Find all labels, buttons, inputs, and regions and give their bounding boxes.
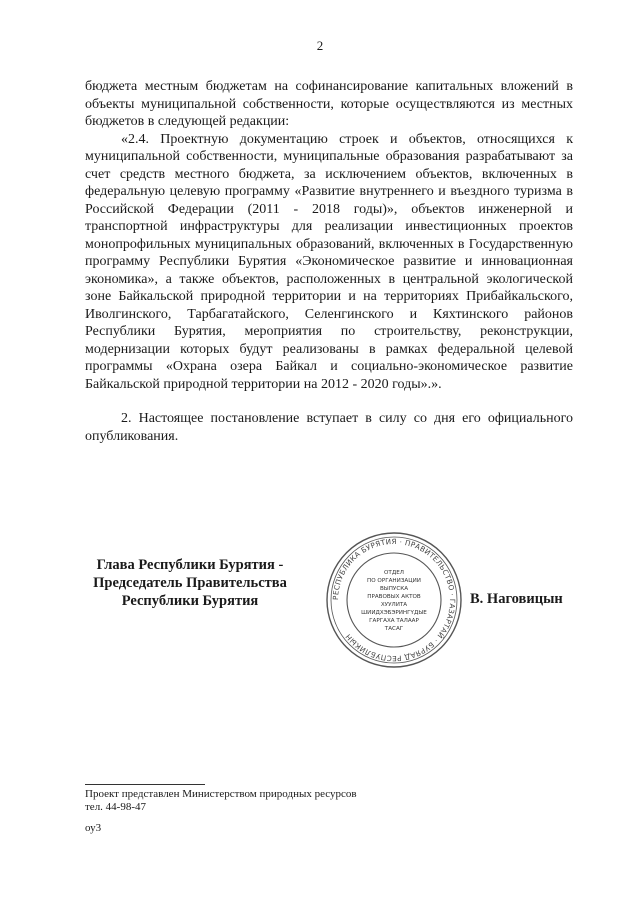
- office-code: оу3: [85, 822, 102, 834]
- seal-line-5: ХУУЛИТА: [380, 602, 408, 608]
- paragraph-intro: бюджета местным бюджетам на софинансирование капитальных вложений в объекты муниципальной собственности, которые осуществляются из местных бюджетов в следующей редакции:: [85, 79, 573, 129]
- seal-line-7: ГАРГАХА ТАЛААР: [369, 618, 419, 624]
- document-body: [85, 78, 573, 445]
- page-number: 2: [316, 38, 324, 53]
- seal-line-8: ТАСАГ: [384, 626, 404, 632]
- signatory-title-line-2: Председатель Правительства: [93, 575, 287, 591]
- seal-ring-text: РЕСПУБЛИКА БУРЯТИЯ · ПРАВИТЕЛЬСТВО · ГАЗАРТАЙ · БУРЯАД РЕСПУБЛИКЫН: [330, 536, 458, 664]
- signatory-title: [70, 556, 310, 610]
- signatory-name: В. Наговицын: [470, 591, 563, 607]
- footnote-submitted-by: Проект представлен Министерством природных ресурсов: [85, 788, 357, 800]
- signatory-title-line-1: Глава Республики Бурятия -: [96, 557, 284, 573]
- seal-line-1: ОТДЕЛ: [384, 570, 404, 576]
- seal-line-2: ПО ОРГАНИЗАЦИИ: [367, 578, 421, 584]
- seal-line-6: ШИИДХЭБЭРИНГҮДЫЕ: [361, 610, 427, 616]
- signatory-title-line-3: Республики Бурятия: [121, 593, 259, 609]
- official-seal-stamp: [324, 530, 464, 670]
- paragraph-clause-2-4: «2.4. Проектную документацию строек и объектов, относящихся к муниципальной собственности, муниципальные образования разрабатывают за счет средств местного бюджета, за исключением объектов, включенных в федеральную целевую программу «Развитие внутреннего и въездного туризма в Российской Федерации (2011 - 2018 годы)», объектов инженерной и транспортной инфраструктуры для реализации инвестиционных проектов монопрофильных муниципальных образований, включенных в Государственную программу Республики Бурятия «Экономическое развитие и инновационная экономика», а также объектов, расположенных в центральной экологической зоне Байкальской природной территории и на территориях Прибайкальского, Иволгинского, Тарбагатайского, Селенгинского и Кяхтинского районов Республики Бурятия, мероприятия по строительству, реконструкции, модернизации которых будут реализованы в рамках федеральной целевой программы «Охрана озера Байкал и социально-экономическое развитие Байкальской природной территории на 2012 - 2020 годы».».: [85, 131, 573, 392]
- svg-text:РЕСПУБЛИКА БУРЯТИЯ · ПРАВИТЕЛЬ: [331, 537, 457, 663]
- footnote-phone: тел. 44-98-47: [85, 801, 147, 813]
- footnote: [85, 788, 357, 814]
- seal-line-4: ПРАВОВЫХ АКТОВ: [367, 594, 421, 600]
- paragraph-point-2: 2. Настоящее постановление вступает в силу со дня его официального опубликования.: [85, 411, 573, 444]
- seal-line-3: ВЫПУСКА: [379, 586, 409, 592]
- footnote-divider: [85, 784, 205, 785]
